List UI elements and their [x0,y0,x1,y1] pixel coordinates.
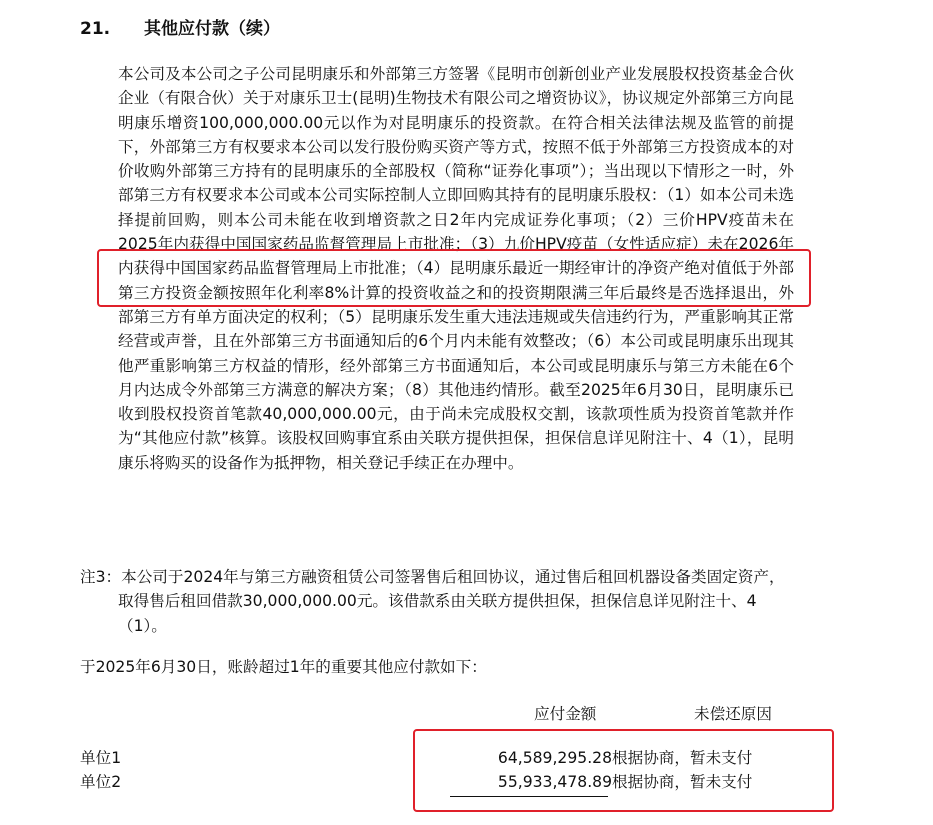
row-reason: 根据协商，暂未支付 [612,749,753,767]
row-entity-name: 单位1 [80,749,122,767]
column-header-amount: 应付金额 [534,705,597,723]
note-3-paragraph: 注3：本公司于2024年与第三方融资租赁公司签署售后租回协议，通过售后租回机器设备类固定资产，取得售后租回借款30,000,000.00元。该借款系由关联方提供担保，担保信息详见附注十、4（1）。 [80,568,785,635]
row-reason: 根据协商，暂未支付 [612,773,753,791]
table-row [80,746,800,770]
table-row [80,770,800,794]
column-header-reason: 未偿还原因 [694,705,772,723]
total-underline [450,796,608,797]
table-intro: 于2025年6月30日，账龄超过1年的重要其他应付款如下： [80,658,487,676]
section-title: 其他应付款（续） [144,19,280,39]
row-entity-name: 单位2 [80,773,122,791]
body-paragraph: 本公司及本公司之子公司昆明康乐和外部第三方签署《昆明市创新创业产业发展股权投资基金合伙企业（有限合伙）关于对康乐卫士(昆明)生物技术有限公司之增资协议》，协议规定外部第三方向昆明康乐增资100,000,000.00元以作为对昆明康乐的投资款。在符合相关法律法规及监管的前提下，外部第三方有权要求本公司以发行股份购买资产等方式，按照不低于外部第三方投资成本的对价收购外部第三方持有的昆明康乐的全部股权（简称“证券化事项”）；当出现以下情形之一时，外部第三方有权要求本公司或本公司实际控制人立即回购其持有的昆明康乐股权：（1）如本公司未选择提前回购，则本公司未能在收到增资款之日2年内完成证券化事项；（2）三价HPV疫苗未在2025年内获得中国国家药品监督管理局上市批准；（3）九价HPV疫苗（女性适应症）未在2026年内获得中国国家药品监督管理局上市批准；（4）昆明康乐最近一期经审计的净资产绝对值低于外部第三方投资金额按照年化利率8%计算的投资收益之和的投资期限满三年后最终是否选择退出，外部第三方有单方面决定的权利；（5）昆明康乐发生重大违法违规或失信违约行为，严重影响其正常经营或声誉，且在外部第三方书面通知后的6个月内未能有效整改；（6）本公司或昆明康乐出现其他严重影响第三方权益的情形，经外部第三方书面通知后，本公司或昆明康乐与第三方未能在6个月内达成令外部第三方满意的解决方案；（8）其他违约情形。截至2025年6月30日，昆明康乐已收到股权投资首笔款40,000,000.00元，由于尚未完成股权交割，该款项性质为投资首笔款并作为“其他应付款”核算。该股权回购事宜系由关联方提供担保，担保信息详见附注十、4（1），昆明康乐将购买的设备作为抵押物，相关登记手续正在办理中。 [118,65,794,472]
row-amount: 64,589,295.28 [497,749,612,767]
section-number: 21. [80,19,111,39]
section-heading [80,18,893,40]
row-amount: 55,933,478.89 [497,773,612,791]
